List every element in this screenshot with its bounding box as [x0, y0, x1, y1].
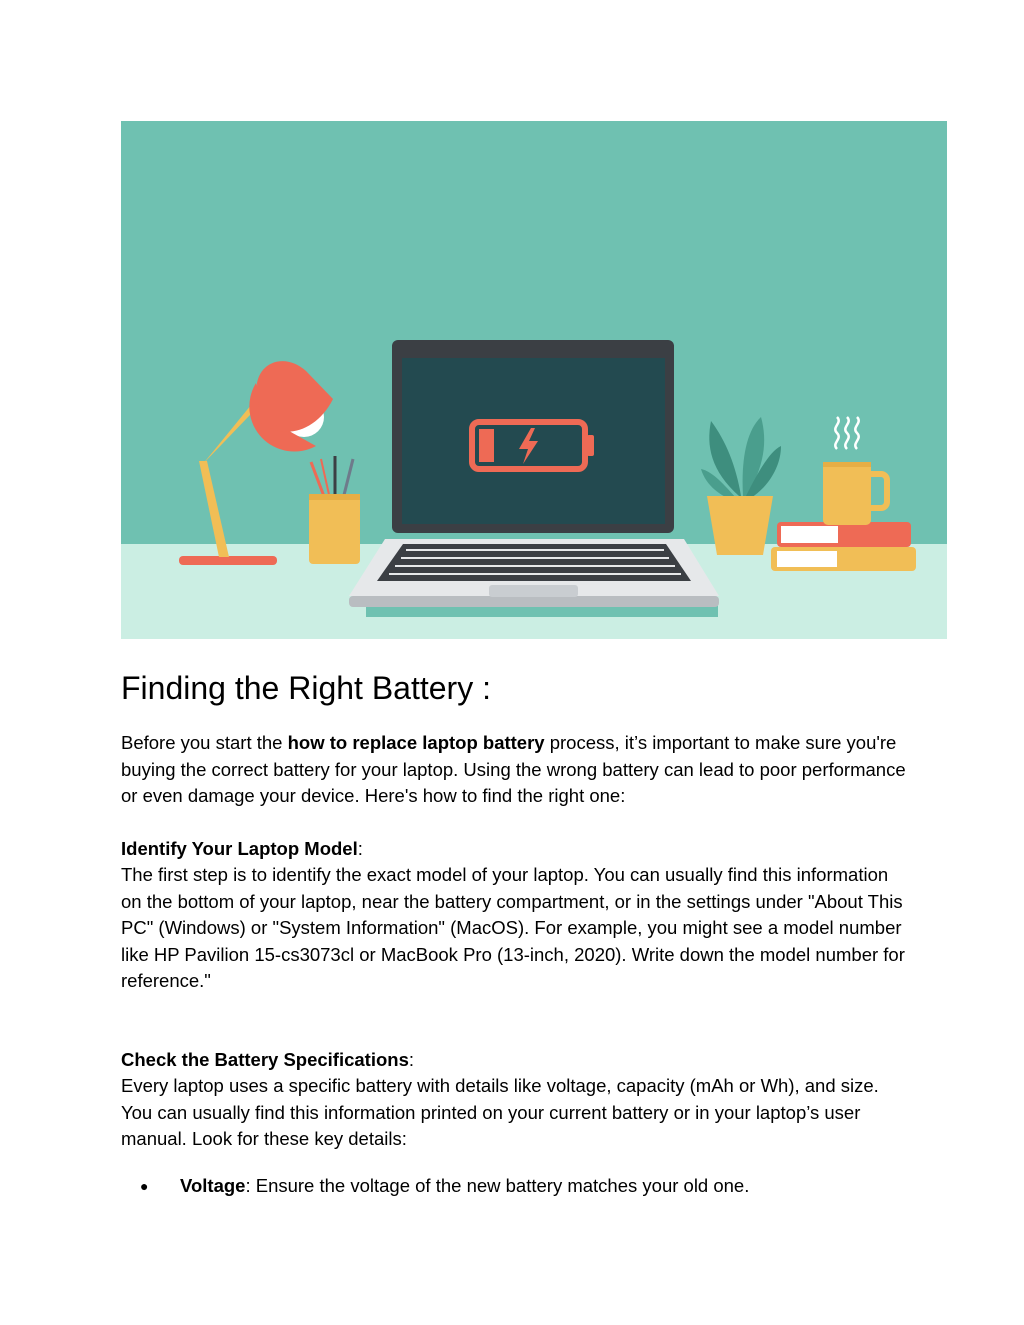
section-heading: Finding the Right Battery : [121, 670, 491, 706]
section1-colon: : [357, 837, 363, 859]
intro-text-before: Before you start the [121, 732, 288, 753]
laptop-icon [349, 340, 719, 607]
bullet-icon: ● [140, 1177, 149, 1194]
section2-colon: : [408, 1048, 415, 1070]
list-item-label: Voltage [180, 1174, 246, 1196]
section2-paragraph [121, 1047, 911, 1153]
section1-body: The first step is to identify the exact model of your laptop. You can usually find this information on the bottom of your laptop, near the battery compartment, or in the settings under "About This PC" (Windows) or "System Information" (MacOS). For example, you might see a model number like HP Pavilion 15-cs3073cl or MacBook Pro (13-inch, 2020). Write down the model number for reference." [121, 864, 905, 991]
intro-text-after: process, it’s important to make sure you're buying the correct battery for your laptop. Using the wrong battery can lead to poor performance or even damage your device. Here's how to find the right one: [121, 732, 906, 806]
list-item-text: : Ensure the voltage of the new battery matches your old one. [245, 1174, 750, 1196]
section1-paragraph [121, 836, 911, 995]
section2-body: Every laptop uses a specific battery with details like voltage, capacity (mAh or Wh), and size. You can usually find this information printed on your current battery or in your laptop’s user manual. Look for these key details: [121, 1075, 879, 1149]
hero-illustration [121, 121, 947, 639]
laptop-desk-illustration [121, 121, 947, 639]
intro-paragraph [121, 730, 911, 810]
article-body [121, 668, 911, 1199]
section2-title: Check the Battery Specifications [121, 1048, 409, 1070]
books-stack-icon [771, 522, 916, 571]
key-details-list [121, 1173, 911, 1200]
intro-keyword: how to replace laptop battery [287, 732, 545, 753]
section1-title: Identify Your Laptop Model [121, 837, 358, 859]
list-item [121, 1173, 911, 1200]
